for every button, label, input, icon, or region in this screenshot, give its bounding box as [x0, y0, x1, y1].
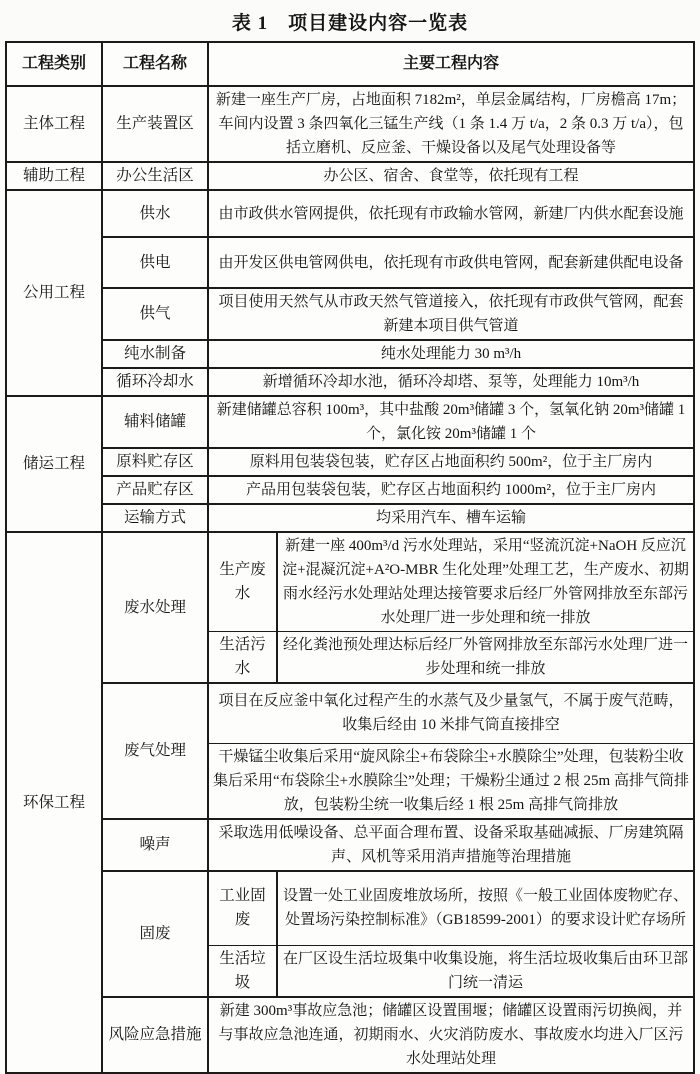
sublabel-production-wastewater: 生产废水	[208, 532, 277, 632]
content-gas-supply: 项目使用天然气从市政天然气管道接入，依托现有市政供气管网，配套新建本项目供气管道	[208, 288, 694, 340]
header-row	[6, 42, 694, 86]
content-production-wastewater: 新建一座 400m³/d 污水处理站，采用“竖流沉淀+NaOH 反应沉淀+混凝沉淀+A²O-MBR 生化处理”处理工艺，生产废水、初期雨水经污水处理站处理达接管要求后经厂外管网排放至东部污水处理厂进一步处理和统一排放	[277, 532, 694, 632]
table-row	[6, 532, 694, 632]
table-title: 表 1 项目建设内容一览表	[231, 13, 469, 34]
content-office-living-area: 办公区、宿舍、食堂等，依托现有工程	[208, 162, 694, 190]
content-risk-emergency-measures: 新建 300m³事故应急池；储罐区设置围堰；储罐区设置雨污切换阀，并与事故应急池连通，初期雨水、火灾消防废水、事故废水均进入厂区污水处理站处理	[208, 997, 694, 1073]
name-water-supply: 供水	[102, 190, 208, 237]
content-power-supply: 由开发区供电管网供电，依托现有市政供电管网，配套新建供配电设备	[208, 237, 694, 288]
table-row	[6, 162, 694, 190]
name-office-living-area: 办公生活区	[102, 162, 208, 190]
table-row	[6, 340, 694, 368]
category-auxiliary-project: 辅助工程	[6, 162, 102, 190]
name-circulating-cooling-water: 循环冷却水	[102, 368, 208, 396]
content-industrial-solid-waste: 设置一处工业固废堆放场所，按照《一般工业固体废物贮存、处置场污染控制标准》（GB18599-2001）的要求设计贮存场所	[277, 871, 694, 946]
sublabel-industrial-solid-waste: 工业固废	[208, 871, 277, 946]
table-row	[6, 683, 694, 743]
content-water-supply: 由市政供水管网提供，依托现有市政输水管网，新建厂内供水配套设施	[208, 190, 694, 237]
name-gas-supply: 供气	[102, 288, 208, 340]
content-circulating-cooling-water: 新增循环冷却水池，循环冷却塔、泵等，处理能力 10m³/h	[208, 368, 694, 396]
table-row	[6, 368, 694, 396]
table-row	[6, 997, 694, 1073]
table-row	[6, 476, 694, 504]
category-storage-transport-project: 储运工程	[6, 396, 102, 532]
table-row	[6, 819, 694, 871]
category-main-project: 主体工程	[6, 86, 102, 162]
name-power-supply: 供电	[102, 237, 208, 288]
sublabel-domestic-sewage: 生活污水	[208, 632, 277, 684]
name-noise: 噪声	[102, 819, 208, 871]
category-environmental-project: 环保工程	[6, 532, 102, 1073]
name-auxiliary-tanks: 辅料储罐	[102, 396, 208, 448]
name-solid-waste: 固废	[102, 871, 208, 998]
name-wastewater-treatment: 废水处理	[102, 532, 208, 683]
content-noise: 采取选用低噪设备、总平面合理布置、设备采取基础减振、厂房建筑隔声、风机等采用消声措施等治理措施	[208, 819, 694, 871]
content-product-storage: 产品用包装袋包装，贮存区占地面积约 1000m²，位于主厂房内	[208, 476, 694, 504]
content-waste-gas-steam: 项目在反应釜中氧化过程产生的水蒸气及少量氢气，不属于废气范畴，收集后经由 10 米排气筒直接排空	[208, 683, 694, 743]
content-transport-mode: 均采用汽车、槽车运输	[208, 504, 694, 532]
content-domestic-sewage: 经化粪池预处理达标后经厂外管网排放至东部污水处理厂进一步处理和统一排放	[277, 632, 694, 684]
name-risk-emergency-measures: 风险应急措施	[102, 997, 208, 1073]
table-row	[6, 237, 694, 288]
header-content: 主要工程内容	[208, 42, 694, 86]
header-name: 工程名称	[102, 42, 208, 86]
table-row	[6, 288, 694, 340]
table-row	[6, 396, 694, 448]
project-construction-table	[5, 41, 695, 1074]
name-raw-material-storage: 原料贮存区	[102, 448, 208, 476]
content-auxiliary-tanks: 新建储罐总容积 100m³，其中盐酸 20m³储罐 3 个，氢氧化钠 20m³储罐 1 个，氯化铵 20m³储罐 1 个	[208, 396, 694, 448]
table-row	[6, 190, 694, 237]
name-product-storage: 产品贮存区	[102, 476, 208, 504]
table-row	[6, 86, 694, 162]
table-row	[6, 448, 694, 476]
table-row	[6, 871, 694, 946]
content-waste-gas-dust: 干燥锰尘收集后采用“旋风除尘+布袋除尘+水膜除尘”处理，包装粉尘收集后采用“布袋除尘+水膜除尘”处理；干燥粉尘通过 2 根 25m 高排气筒排放，包装粉尘统一收集后经 1 根 25m 高排气筒排放	[208, 743, 694, 819]
content-production-area: 新建一座生产厂房，占地面积 7182m²，单层金属结构，厂房檐高 17m；车间内设置 3 条四氧化三锰生产线（1 条 1.4 万 t/a，2 条 0.3 万 t/a），包括立磨机、反应釜、干燥设备以及尾气处理设备等	[208, 86, 694, 162]
name-production-area: 生产装置区	[102, 86, 208, 162]
content-raw-material-storage: 原料用包装袋包装，贮存区占地面积约 500m²，位于主厂房内	[208, 448, 694, 476]
content-pure-water: 纯水处理能力 30 m³/h	[208, 340, 694, 368]
name-waste-gas-treatment: 废气处理	[102, 683, 208, 819]
header-category: 工程类别	[6, 42, 102, 86]
name-pure-water: 纯水制备	[102, 340, 208, 368]
content-domestic-garbage: 在厂区设生活垃圾集中收集设施，将生活垃圾收集后由环卫部门统一清运	[277, 946, 694, 998]
table-row	[6, 504, 694, 532]
name-transport-mode: 运输方式	[102, 504, 208, 532]
sublabel-domestic-garbage: 生活垃圾	[208, 946, 277, 998]
category-utility-project: 公用工程	[6, 190, 102, 396]
